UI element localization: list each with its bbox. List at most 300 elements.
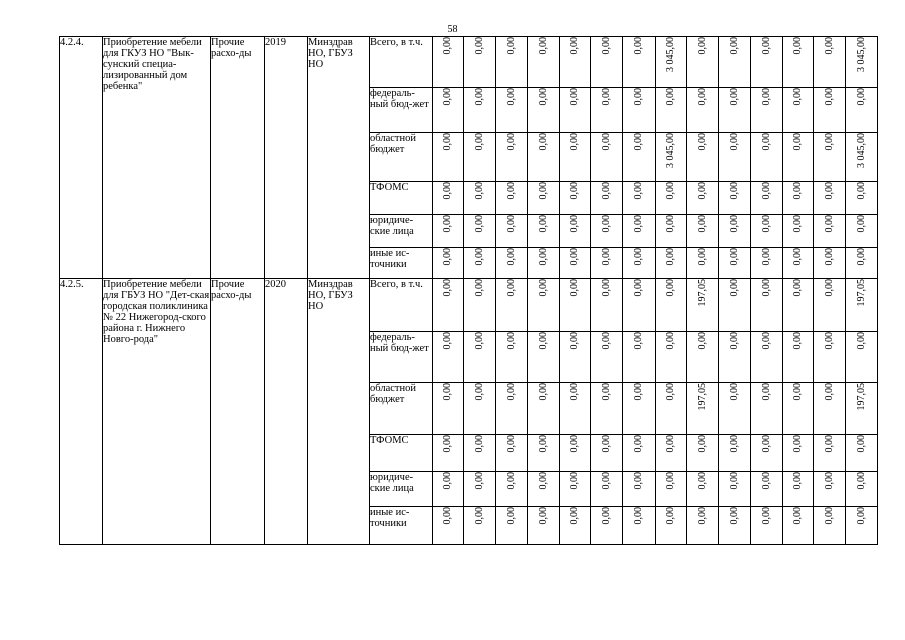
value-cell — [528, 507, 560, 545]
value-cell — [496, 279, 528, 332]
item-executor: Минздрав НО, ГБУЗ НО — [308, 37, 370, 279]
value-text: 0,00 — [696, 332, 708, 350]
value-text: 0,00 — [633, 383, 644, 401]
value-cell — [496, 215, 528, 248]
value-text: 0,00 — [600, 332, 612, 350]
value-cell — [528, 37, 560, 88]
value-text: 0,00 — [569, 332, 580, 350]
value-cell — [623, 332, 656, 383]
value-text: 0,00 — [442, 182, 453, 200]
value-cell — [496, 133, 528, 182]
value-text: 0,00 — [665, 182, 676, 200]
value-cell — [719, 182, 751, 215]
table-row — [60, 37, 878, 88]
value-cell — [591, 88, 623, 133]
value-cell — [846, 248, 878, 279]
value-cell — [687, 37, 719, 88]
value-cell — [591, 37, 623, 88]
table-row — [60, 279, 878, 332]
value-text: 0,00 — [505, 182, 517, 200]
value-cell — [687, 472, 719, 507]
value-cell — [560, 279, 591, 332]
value-cell — [560, 133, 591, 182]
value-cell — [656, 248, 687, 279]
value-text: 0,00 — [505, 507, 517, 525]
value-text: 0,00 — [537, 133, 549, 151]
value-text: 3 045,00 — [855, 133, 867, 168]
value-cell — [783, 248, 814, 279]
value-text: 0,00 — [855, 182, 867, 200]
value-text: 0,00 — [633, 332, 644, 350]
value-text: 0,00 — [505, 472, 517, 490]
funding-source-label: областной бюджет — [370, 383, 433, 435]
value-cell — [591, 472, 623, 507]
value-cell — [656, 182, 687, 215]
value-text: 0,00 — [792, 133, 803, 151]
value-text: 0,00 — [537, 248, 549, 266]
value-cell — [528, 182, 560, 215]
value-text: 0,00 — [505, 435, 517, 453]
value-text: 0,00 — [665, 507, 676, 525]
value-text: 0,00 — [442, 88, 453, 106]
value-text: 0,00 — [442, 279, 453, 297]
value-text: 0,00 — [600, 88, 612, 106]
value-cell — [433, 215, 464, 248]
value-text: 0,00 — [633, 248, 644, 266]
value-text: 0,00 — [473, 332, 485, 350]
value-text: 0,00 — [505, 133, 517, 151]
value-text: 0,00 — [569, 435, 580, 453]
value-cell — [560, 37, 591, 88]
value-cell — [528, 88, 560, 133]
value-cell — [496, 332, 528, 383]
value-cell — [591, 133, 623, 182]
value-cell — [528, 215, 560, 248]
item-name: Приобретение мебели для ГБУЗ НО "Дет-ская городская поликлиника № 22 Нижегород-ского района г. Нижнего Новго-рода" — [103, 279, 211, 545]
value-text: 0,00 — [633, 279, 644, 297]
value-text: 0,00 — [473, 435, 485, 453]
value-text: 0,00 — [569, 215, 580, 233]
value-text: 0,00 — [792, 435, 803, 453]
value-cell — [560, 472, 591, 507]
budget-table-body — [60, 37, 878, 545]
value-cell — [814, 279, 846, 332]
value-cell — [433, 332, 464, 383]
value-text: 0,00 — [792, 383, 803, 401]
value-text: 0,00 — [473, 279, 485, 297]
value-text: 0,00 — [600, 472, 612, 490]
value-text: 0,00 — [633, 182, 644, 200]
value-text: 0,00 — [792, 472, 803, 490]
value-cell — [528, 472, 560, 507]
value-cell — [656, 215, 687, 248]
value-cell — [464, 332, 496, 383]
value-cell — [464, 435, 496, 472]
value-text: 0,00 — [855, 88, 867, 106]
value-text: 0,00 — [600, 383, 612, 401]
value-cell — [464, 507, 496, 545]
value-text: 0,00 — [792, 507, 803, 525]
value-cell — [656, 88, 687, 133]
value-text: 0,00 — [442, 507, 453, 525]
value-cell — [719, 383, 751, 435]
budget-table — [59, 36, 878, 545]
value-text: 0,00 — [760, 383, 772, 401]
value-cell — [528, 248, 560, 279]
value-cell — [464, 215, 496, 248]
value-cell — [783, 182, 814, 215]
value-cell — [719, 332, 751, 383]
value-text: 0,00 — [728, 279, 740, 297]
value-cell — [846, 182, 878, 215]
value-cell — [783, 435, 814, 472]
value-cell — [560, 332, 591, 383]
value-cell — [751, 279, 783, 332]
value-text: 0,00 — [633, 472, 644, 490]
value-cell — [464, 133, 496, 182]
item-category: Прочие расхо-ды — [211, 279, 265, 545]
value-text: 197,05 — [855, 383, 867, 411]
value-text: 0,00 — [823, 133, 835, 151]
value-cell — [623, 507, 656, 545]
value-text: 0,00 — [537, 88, 549, 106]
value-cell — [560, 88, 591, 133]
value-cell — [783, 215, 814, 248]
value-text: 0,00 — [855, 332, 867, 350]
funding-source-label: федераль-ный бюд-жет — [370, 332, 433, 383]
value-text: 0,00 — [473, 215, 485, 233]
value-cell — [528, 383, 560, 435]
value-text: 0,00 — [569, 279, 580, 297]
value-cell — [623, 472, 656, 507]
value-text: 0,00 — [505, 248, 517, 266]
value-cell — [719, 37, 751, 88]
value-cell — [814, 248, 846, 279]
value-cell — [846, 383, 878, 435]
item-code: 4.2.4. — [60, 37, 103, 279]
value-cell — [814, 332, 846, 383]
value-cell — [464, 88, 496, 133]
value-cell — [656, 37, 687, 88]
value-cell — [623, 133, 656, 182]
value-text: 0,00 — [728, 88, 740, 106]
value-text: 0,00 — [696, 435, 708, 453]
value-text: 0,00 — [600, 37, 612, 55]
value-cell — [591, 507, 623, 545]
value-text: 0,00 — [823, 88, 835, 106]
value-text: 0,00 — [823, 435, 835, 453]
value-text: 0,00 — [600, 248, 612, 266]
value-text: 0,00 — [600, 279, 612, 297]
value-cell — [783, 37, 814, 88]
value-text: 0,00 — [728, 215, 740, 233]
value-text: 0,00 — [696, 507, 708, 525]
value-cell — [560, 507, 591, 545]
value-text: 0,00 — [537, 182, 549, 200]
value-cell — [846, 279, 878, 332]
value-text: 0,00 — [537, 435, 549, 453]
value-cell — [751, 37, 783, 88]
value-cell — [591, 383, 623, 435]
value-cell — [433, 133, 464, 182]
value-cell — [814, 435, 846, 472]
value-text: 0,00 — [760, 279, 772, 297]
value-text: 0,00 — [760, 435, 772, 453]
value-text: 0,00 — [537, 332, 549, 350]
value-cell — [464, 472, 496, 507]
value-text: 0,00 — [442, 248, 453, 266]
value-text: 0,00 — [728, 507, 740, 525]
value-cell — [528, 435, 560, 472]
value-cell — [591, 435, 623, 472]
value-cell — [687, 332, 719, 383]
value-cell — [496, 435, 528, 472]
value-text: 0,00 — [760, 472, 772, 490]
value-cell — [687, 88, 719, 133]
value-cell — [464, 248, 496, 279]
value-cell — [591, 279, 623, 332]
value-cell — [751, 248, 783, 279]
value-text: 0,00 — [760, 182, 772, 200]
value-text: 0,00 — [792, 248, 803, 266]
value-cell — [433, 472, 464, 507]
value-text: 0,00 — [505, 383, 517, 401]
value-text: 0,00 — [823, 383, 835, 401]
value-cell — [623, 279, 656, 332]
value-text: 0,00 — [569, 472, 580, 490]
value-cell — [751, 88, 783, 133]
value-cell — [496, 248, 528, 279]
item-year: 2019 — [265, 37, 308, 279]
value-text: 0,00 — [792, 279, 803, 297]
value-cell — [846, 215, 878, 248]
value-cell — [687, 279, 719, 332]
value-text: 0,00 — [760, 248, 772, 266]
value-text: 0,00 — [473, 37, 485, 55]
value-text: 0,00 — [665, 383, 676, 401]
value-cell — [814, 88, 846, 133]
value-text: 0,00 — [569, 88, 580, 106]
value-cell — [719, 215, 751, 248]
value-text: 0,00 — [537, 279, 549, 297]
value-cell — [528, 332, 560, 383]
value-text: 0,00 — [633, 215, 644, 233]
value-text: 0,00 — [537, 215, 549, 233]
value-text: 0,00 — [505, 88, 517, 106]
value-text: 0,00 — [665, 279, 676, 297]
value-cell — [528, 279, 560, 332]
value-text: 0,00 — [600, 215, 612, 233]
value-text: 197,05 — [696, 383, 708, 411]
value-cell — [464, 279, 496, 332]
value-text: 197,05 — [855, 279, 867, 307]
value-text: 0,00 — [696, 472, 708, 490]
value-text: 0,00 — [569, 383, 580, 401]
value-text: 0,00 — [823, 279, 835, 297]
item-code: 4.2.5. — [60, 279, 103, 545]
value-text: 0,00 — [665, 248, 676, 266]
value-text: 0,00 — [633, 435, 644, 453]
value-text: 3 045,00 — [665, 133, 676, 168]
value-text: 0,00 — [665, 215, 676, 233]
value-cell — [433, 248, 464, 279]
value-cell — [719, 472, 751, 507]
value-cell — [814, 182, 846, 215]
value-cell — [496, 37, 528, 88]
value-cell — [751, 383, 783, 435]
value-text: 0,00 — [696, 248, 708, 266]
value-cell — [560, 182, 591, 215]
funding-source-label: Всего, в т.ч. — [370, 279, 433, 332]
value-cell — [814, 215, 846, 248]
value-cell — [846, 507, 878, 545]
value-cell — [846, 435, 878, 472]
value-cell — [687, 133, 719, 182]
value-text: 0,00 — [665, 332, 676, 350]
funding-source-label: иные ис-точники — [370, 248, 433, 279]
value-text: 0,00 — [728, 472, 740, 490]
value-text: 0,00 — [665, 88, 676, 106]
value-text: 0,00 — [760, 332, 772, 350]
value-cell — [719, 435, 751, 472]
value-cell — [751, 133, 783, 182]
value-cell — [656, 507, 687, 545]
value-text: 0,00 — [505, 37, 517, 55]
value-cell — [687, 215, 719, 248]
funding-source-label: федераль-ный бюд-жет — [370, 88, 433, 133]
value-cell — [560, 215, 591, 248]
value-text: 0,00 — [728, 435, 740, 453]
value-cell — [846, 332, 878, 383]
value-text: 0,00 — [633, 37, 644, 55]
value-text: 0,00 — [728, 37, 740, 55]
value-text: 0,00 — [569, 182, 580, 200]
value-cell — [783, 472, 814, 507]
value-text: 0,00 — [760, 507, 772, 525]
value-text: 0,00 — [696, 182, 708, 200]
value-cell — [623, 182, 656, 215]
value-text: 0,00 — [728, 383, 740, 401]
value-text: 0,00 — [728, 133, 740, 151]
value-text: 0,00 — [760, 133, 772, 151]
value-cell — [846, 472, 878, 507]
value-text: 0,00 — [855, 472, 867, 490]
value-text: 0,00 — [537, 507, 549, 525]
value-text: 0,00 — [823, 182, 835, 200]
value-cell — [560, 248, 591, 279]
value-text: 0,00 — [696, 37, 708, 55]
value-text: 197,05 — [696, 279, 708, 307]
value-cell — [656, 133, 687, 182]
value-text: 0,00 — [473, 248, 485, 266]
value-cell — [719, 279, 751, 332]
value-cell — [783, 332, 814, 383]
value-cell — [846, 37, 878, 88]
funding-source-label: областной бюджет — [370, 133, 433, 182]
value-cell — [656, 279, 687, 332]
value-cell — [496, 182, 528, 215]
page-number: 58 — [447, 24, 458, 35]
value-text: 0,00 — [792, 182, 803, 200]
value-text: 0,00 — [505, 215, 517, 233]
value-text: 0,00 — [569, 507, 580, 525]
value-cell — [433, 182, 464, 215]
value-cell — [687, 182, 719, 215]
value-cell — [783, 383, 814, 435]
value-cell — [687, 383, 719, 435]
value-cell — [751, 472, 783, 507]
value-text: 0,00 — [823, 37, 835, 55]
value-text: 0,00 — [442, 332, 453, 350]
value-cell — [687, 248, 719, 279]
value-cell — [719, 133, 751, 182]
value-text: 0,00 — [855, 507, 867, 525]
value-text: 0,00 — [537, 37, 549, 55]
value-text: 0,00 — [537, 383, 549, 401]
value-cell — [496, 383, 528, 435]
value-cell — [623, 248, 656, 279]
value-cell — [433, 507, 464, 545]
value-cell — [751, 332, 783, 383]
value-text: 0,00 — [442, 215, 453, 233]
value-text: 0,00 — [473, 88, 485, 106]
value-text: 0,00 — [792, 37, 803, 55]
value-cell — [464, 182, 496, 215]
value-text: 0,00 — [505, 332, 517, 350]
value-cell — [814, 472, 846, 507]
value-text: 0,00 — [633, 507, 644, 525]
value-text: 0,00 — [442, 435, 453, 453]
value-text: 0,00 — [760, 88, 772, 106]
value-text: 0,00 — [600, 507, 612, 525]
value-cell — [623, 383, 656, 435]
value-text: 0,00 — [569, 248, 580, 266]
value-cell — [656, 472, 687, 507]
value-text: 0,00 — [473, 182, 485, 200]
value-cell — [687, 507, 719, 545]
value-text: 0,00 — [600, 182, 612, 200]
value-cell — [591, 248, 623, 279]
value-cell — [783, 88, 814, 133]
value-cell — [751, 435, 783, 472]
value-text: 0,00 — [442, 383, 453, 401]
value-text: 0,00 — [855, 248, 867, 266]
value-cell — [783, 133, 814, 182]
value-text: 0,00 — [792, 332, 803, 350]
value-text: 0,00 — [442, 133, 453, 151]
funding-source-label: ТФОМС — [370, 435, 433, 472]
value-cell — [719, 88, 751, 133]
value-cell — [496, 88, 528, 133]
value-cell — [433, 383, 464, 435]
item-executor: Минздрав НО, ГБУЗ НО — [308, 279, 370, 545]
value-text: 0,00 — [760, 215, 772, 233]
value-cell — [751, 507, 783, 545]
value-cell — [623, 37, 656, 88]
value-text: 0,00 — [665, 435, 676, 453]
value-cell — [560, 435, 591, 472]
value-text: 0,00 — [473, 507, 485, 525]
value-text: 0,00 — [728, 248, 740, 266]
value-cell — [656, 435, 687, 472]
value-text: 3 045,00 — [855, 37, 867, 72]
value-text: 0,00 — [537, 472, 549, 490]
value-text: 0,00 — [696, 88, 708, 106]
value-cell — [591, 332, 623, 383]
value-text: 0,00 — [760, 37, 772, 55]
value-cell — [433, 435, 464, 472]
value-cell — [814, 507, 846, 545]
